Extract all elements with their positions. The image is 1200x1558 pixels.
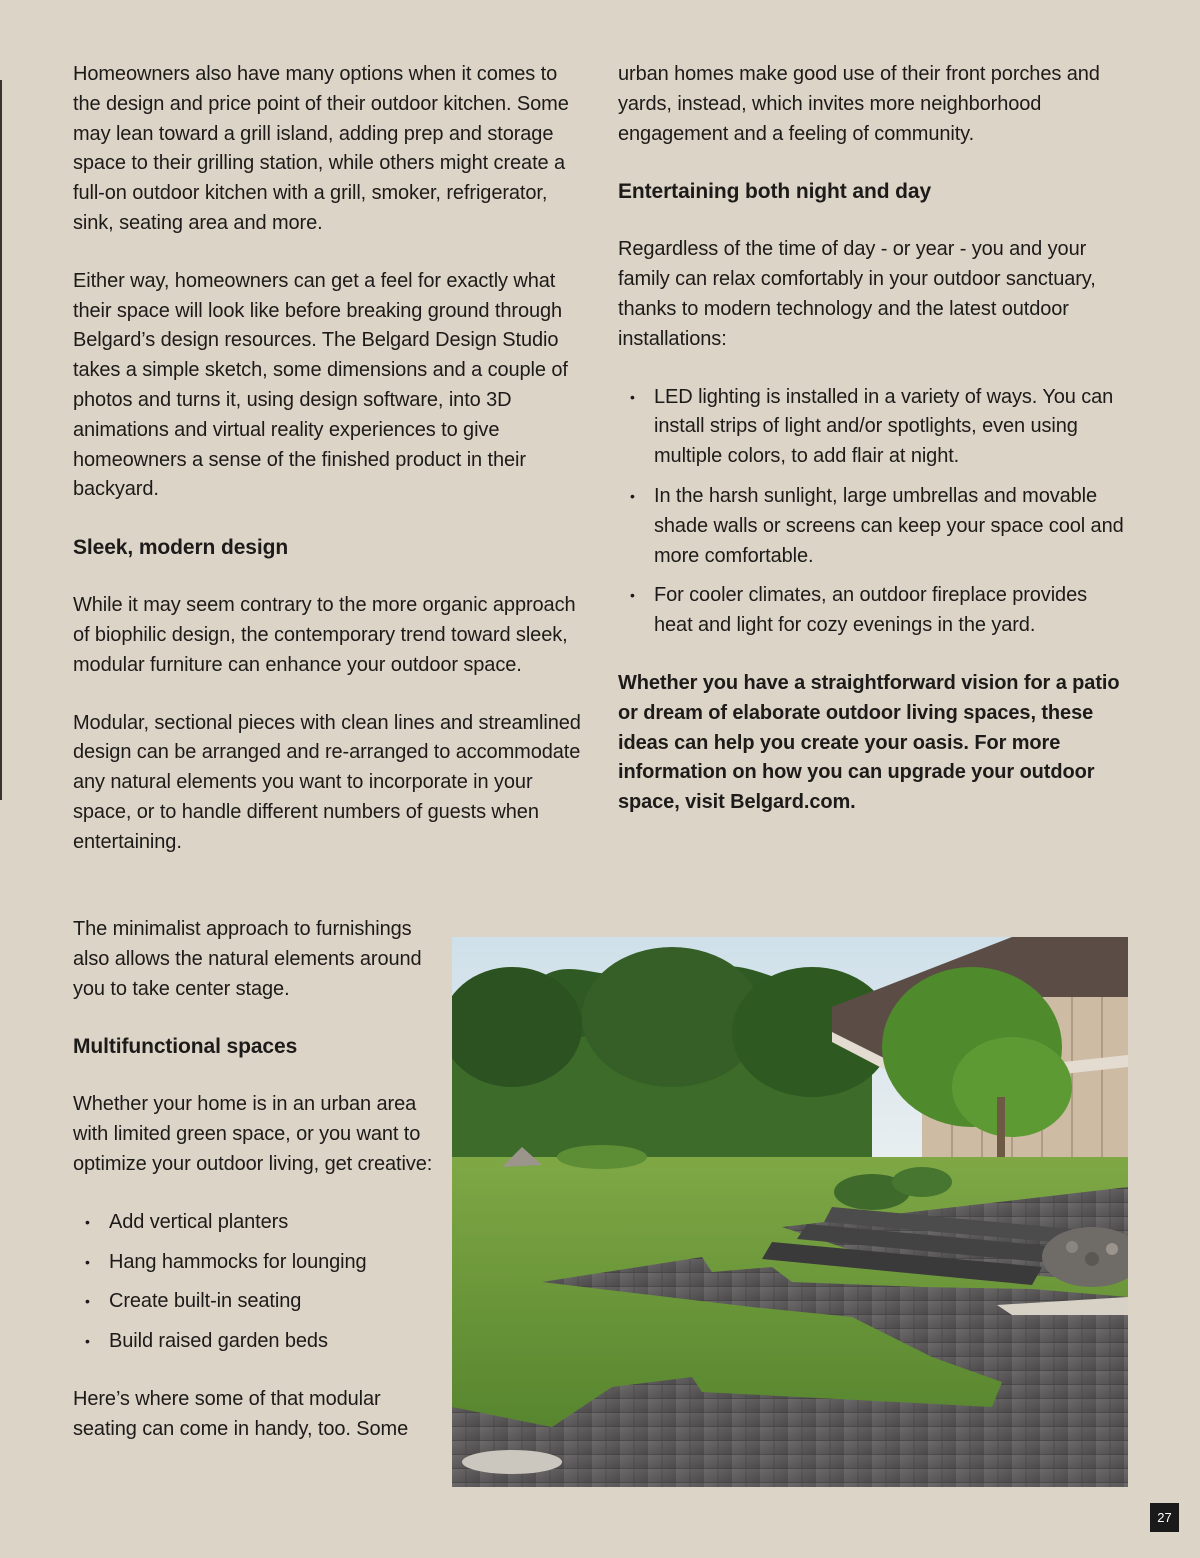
- paragraph-outdoor-kitchen-options: Homeowners also have many options when it comes to the design and price point of their outdoor kitchen. Some may lean toward a grill island, adding prep and storage space to their grilling station, while others might create a full-on outdoor kitchen with a grill, smoker, refrigerator, sink, seating area and more.: [73, 63, 569, 234]
- left-column: [73, 60, 588, 886]
- bullet-icon: •: [85, 1213, 90, 1230]
- page-number: 27: [1150, 1503, 1179, 1532]
- list-item: • Build raised garden beds: [73, 1327, 433, 1357]
- paragraph-minimalist-approach: The minimalist approach to furnishings also allows the natural elements around you to take center stage.: [73, 918, 422, 1000]
- list-item: • Create built-in seating: [73, 1287, 433, 1317]
- list-item: • For cooler climates, an outdoor fireplace provides heat and light for cozy evenings in the yard.: [618, 581, 1128, 641]
- bullet-icon: •: [630, 388, 635, 405]
- heading-sleek-modern-design: Sleek, modern design: [73, 536, 289, 560]
- closing-call-to-action: Whether you have a straightforward vision for a patio or dream of elaborate outdoor living spaces, these ideas can help you create your oasis. For more information on how you can upgrade your outdoor space, visit Belgard.com.: [618, 671, 1120, 814]
- paragraph-modular-seating: Here’s where some of that modular seating can come in handy, too. Some: [73, 1387, 409, 1440]
- installations-list: [618, 383, 1128, 641]
- list-item: • Add vertical planters: [73, 1208, 433, 1238]
- paragraph-time-of-day: Regardless of the time of day - or year - you and your family can relax comfortably in your outdoor sanctuary, thanks to modern technology and the latest outdoor installations:: [618, 238, 1096, 350]
- bullet-icon: •: [85, 1333, 90, 1350]
- list-item: • In the harsh sunlight, large umbrellas and movable shade walls or screens can keep your space cool and more comfortable.: [618, 482, 1128, 571]
- right-column: [618, 60, 1128, 846]
- left-lower-column: [73, 915, 433, 1473]
- list-item: • Hang hammocks for lounging: [73, 1248, 433, 1278]
- heading-multifunctional-spaces: Multifunctional spaces: [73, 1035, 298, 1059]
- left-edge-rule: [0, 80, 2, 800]
- paragraph-urban-area: Whether your home is in an urban area with limited green space, or you want to optimize your outdoor living, get creative:: [73, 1093, 433, 1175]
- list-item: • LED lighting is installed in a variety of ways. You can install strips of light and/or spotlights, even using multiple colors, to add flair at night.: [618, 383, 1128, 472]
- creative-ideas-list: [73, 1208, 433, 1357]
- bullet-icon: •: [85, 1253, 90, 1270]
- bullet-icon: •: [630, 587, 635, 604]
- paragraph-sectional-pieces: Modular, sectional pieces with clean lines and streamlined design can be arranged and re-arranged to accommodate any natural elements you want to incorporate in your space, or to handle different numbers of guests when entertaining.: [73, 711, 581, 853]
- paragraph-design-studio: Either way, homeowners can get a feel for exactly what their space will look like before breaking ground through Belgard’s design resources. The Belgard Design Studio takes a simple sketch, some dimensions and a couple of photos and turns it, using design software, into 3D animations and virtual reality experiences to give homeowners a sense of the finished product in their backyard.: [73, 269, 568, 501]
- patio-landscape-photo: [452, 937, 1128, 1487]
- bullet-icon: •: [85, 1293, 90, 1310]
- bullet-icon: •: [630, 487, 635, 504]
- heading-entertaining: Entertaining both night and day: [618, 180, 932, 204]
- paragraph-front-porches: urban homes make good use of their front porches and yards, instead, which invites more neighborhood engagement and a feeling of community.: [618, 63, 1100, 145]
- paragraph-modular-furniture: While it may seem contrary to the more organic approach of biophilic design, the contemporary trend toward sleek, modular furniture can enhance your outdoor space.: [73, 594, 576, 676]
